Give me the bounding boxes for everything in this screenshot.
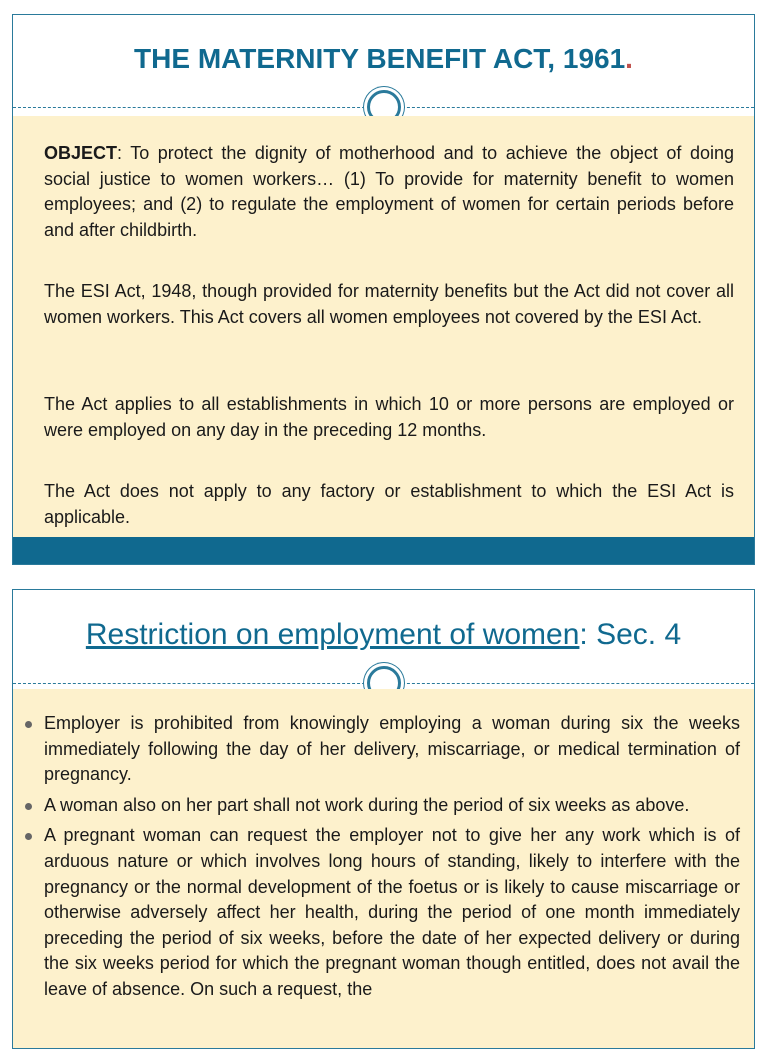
title-dot: . (625, 43, 633, 74)
list-item (23, 711, 740, 788)
bullet-icon (25, 721, 32, 728)
slide-restriction-on-employment (12, 589, 755, 1049)
bullet-text: A woman also on her part shall not work during the period of six weeks as above. (44, 794, 690, 815)
bullet-icon (25, 803, 32, 810)
bullet-text: A pregnant woman can request the employer not to give her any work which is of arduous nature or which involves long hours of standing, likely to interfere with the pregnancy or the normal development of the foetus or is likely to cause miscarriage or otherwise adversely affect her health, during the period of one month immediately preceding the period of six weeks, before the date of her expected delivery or during the six weeks period for which the pregnant woman though entitled, does not avail the leave of absence. On such a request, the (44, 825, 740, 999)
paragraph-applicability: The Act applies to all establishments in which 10 or more persons are employed or were employed on any day in the preceding 12 months. (44, 394, 734, 440)
slide-title (13, 618, 754, 652)
slide-title (13, 43, 754, 75)
title-text: THE MATERNITY BENEFIT ACT, 1961 (134, 43, 626, 74)
bullet-icon (25, 833, 32, 840)
list-item (23, 823, 740, 1002)
slide-footer-bar (13, 537, 754, 564)
list-item (23, 793, 740, 819)
object-text: : To protect the dignity of motherhood and to achieve the object of doing social justice to women workers… (1) To provide for maternity benefit to women employees; and (2) to regulate the employment of women for certain periods before and after childbirth. (44, 143, 734, 240)
bullet-text: Employer is prohibited from knowingly employing a woman during six the weeks immediately following the day of her delivery, miscarriage, or medical termination of pregnancy. (44, 713, 740, 785)
slide-maternity-benefit-act (12, 14, 755, 565)
paragraph-esi-act: The ESI Act, 1948, though provided for maternity benefits but the Act did not cover all women workers. This Act covers all women employees not covered by the ESI Act. (44, 281, 734, 327)
title-underlined-text: Restriction on employment of women (85, 618, 580, 651)
slide-body (13, 116, 754, 537)
paragraph-exclusion: The Act does not apply to any factory or establishment to which the ESI Act is applicable. (44, 481, 734, 527)
object-label: OBJECT (44, 143, 118, 163)
title-section-ref: : Sec. 4 (579, 618, 682, 651)
slide-body (13, 689, 754, 1048)
bullet-list (23, 711, 740, 1008)
object-paragraph (44, 141, 734, 243)
